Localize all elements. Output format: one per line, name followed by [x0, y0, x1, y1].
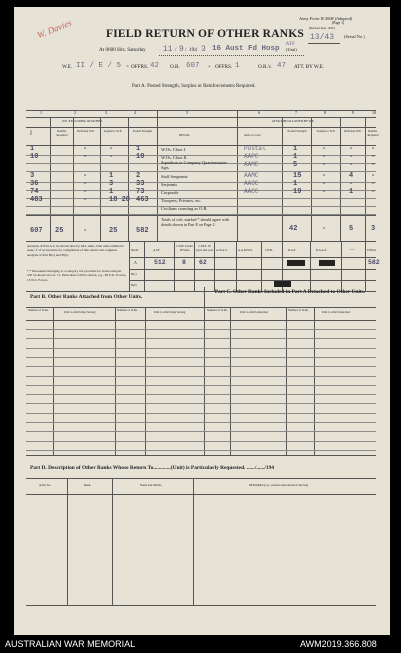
col-header-8: Surplus to W.E.	[316, 129, 336, 133]
total-c9: 5	[349, 225, 354, 233]
analysis-header-aamws: A.A.M.W.S.	[238, 248, 253, 252]
part-bc-top-rule	[26, 307, 376, 308]
row-c2: -	[83, 153, 88, 161]
col-rule-1	[50, 117, 51, 241]
part-d-bottom-rule	[26, 605, 376, 606]
we-excluding-header: W.E. EXCLUDING ATTACHED	[62, 119, 103, 123]
or-value-2: 47	[277, 62, 287, 70]
total-c4: 582	[136, 227, 149, 235]
date-year-prefix: 194	[189, 47, 197, 53]
analysis-a-cmf-under: 8	[182, 259, 186, 266]
col-number-10: 10	[372, 110, 376, 115]
total-c7: 42	[289, 225, 298, 233]
row-detail: W.Os. Class I.	[161, 147, 187, 152]
row-c8: -	[322, 188, 327, 196]
col-rule-3	[100, 117, 101, 241]
analysis-rule-raaf	[310, 241, 311, 291]
analysis-header-raf: R.A.F.	[288, 248, 296, 252]
date-year: 3	[201, 45, 206, 54]
col-header-10: Reinfts. Required	[367, 129, 379, 137]
serial-number: 13/43	[310, 33, 335, 42]
row-c3: 3	[109, 180, 114, 188]
row-c2: -	[83, 188, 88, 196]
analysis-rule-detail	[129, 241, 130, 291]
we-group-rule	[50, 127, 158, 128]
analysis-a-cmf-over: 62	[199, 259, 207, 266]
col-header-5: DETAIL	[179, 133, 190, 137]
row-c9: 4	[349, 172, 354, 180]
row-detail: W.Os. Class II.	[161, 155, 188, 160]
we-side-label: W.E.	[29, 129, 33, 135]
part-b-col4-header: Unit to which they belong	[154, 310, 186, 314]
row-c8: -	[322, 180, 327, 188]
or-label-2: O.R.'s	[258, 64, 271, 70]
row-c9: 1	[349, 188, 354, 196]
archive-footer	[0, 636, 401, 653]
col-number-7: 7	[295, 110, 297, 115]
row-c4: 463	[136, 196, 149, 204]
col-rule-8	[311, 117, 312, 241]
row-c8: -	[322, 161, 327, 169]
row-arm: Postal	[244, 145, 266, 152]
part-d-top-rule	[26, 478, 376, 479]
part-b-title: Part B. Other Ranks Attached from Other Units.	[30, 294, 143, 300]
row-c10: -	[371, 153, 376, 161]
total-c8: -	[322, 225, 327, 233]
row-we: 483	[30, 196, 43, 204]
form-sheet: Army Form W.3008 (Adapted) (Page 1) (Revised June, 1943.) 13/43 (Serial No.) FIELD RETURN OF OTHER RANKS W. Davies At 0600 Hrs. Saturday 11 / 9 / 194 3 16 Aust Fd Hosp AIF (Unit) W.E. II / E / 5 = OFFRS. 42 O.R. 607 + OFFRS. 1 O.R.'s 47 ATT. BY W.E. Part A. Posted Strength, Surplus or Reinforcements Required. 1 2 3 4 5 6 7 8 9 10 W.E. EXCLUDING ATTACHED ATTACHED ALLOWED BY W.E. W.E. Reinfts. Required Deficient W.E. Surplus to W.E. Posted Strength DETAIL Arm or Corps Posted Strength Surplus to W.E. Deficient W.E. Reinfts. Required 1 - - 1 W.Os. Class I. Postal 1 - - - 10 - - 10 W.Os. Class II. AAPC 1 - - - Squadron or Company Quartermaster Sgts. AAMC 5 - - - 3 - 1 2 Staff Sergeants AAMC 15 - 4 - 36 - 3 33 Serjeants AAOC 1 - - - 74 - 1 73 Corporals AACC 19 - 1 - 483 - 18 20 463 Troopers, Privates, etc. Civilians counting as O.R. 607 25 - 25 582 Totals of cols. marked * should agree with details shown in Part E on Page 2 42 - 5 3 Analysis of Part A to be shown here by ALL units. Unit units entitled to issue, T of as structure for compilation of this return will complete analysis of Part B(1) and B(2). * * Personnel belonging to a category not provided for in the analysis will be shown in Col. 11. Particulars will be shown, e.g., 28 U.K. Forces, 13 N.Z. Forces. Detail A.I.F. C.M.F. Under 18 Years C.M.F. 18 years and over A.W.A.S. A.A.M.W.S. CIVIL R.A.F. R.A.A.F. * * TOTAL A 512 8 62 582 B(1) B(2) Part B. Other Ranks Attached from Other Units. Part C. Other Ranks Included in Part A Detached to Other Units. Number of O.Rs. Unit to which they belong Number of O.Rs. Unit to which they belong Number of O.Rs. Unit to which detached Number of O.Rs. Unit to which detached Part D. Description of Other Ranks Whose Return To.............(Unit) is Particularly Requested. ....../....../194 Army No. Rank. Name and Initials. REMARKS (e.g., present whereabouts if known).	[14, 7, 390, 635]
aif-stamp: AIF	[286, 41, 296, 47]
row-c4: 10	[136, 153, 145, 161]
form-reference-revision: (Revised June, 1943.)	[309, 26, 336, 30]
col-number-1: 1	[40, 110, 42, 115]
analysis-detail-label: Detail	[131, 248, 139, 252]
row-c7: 15	[293, 172, 302, 180]
part-d-rule-1	[67, 478, 68, 605]
analysis-a-total: 582	[368, 259, 380, 266]
analysis-note-2: * * Personnel belonging to a category not provided for in the analysis will be shown in Col. 11. Particulars will be shown, e.g., 28 U.K. Forces, 13 N.Z. Forces.	[27, 269, 127, 282]
part-bc-header-rule	[26, 320, 376, 321]
col-number-6: 6	[258, 110, 260, 115]
analysis-note: Analysis of Part A to be shown here by ALL units. Unit units entitled to issue, T of as structure for compilation of this return will complete analysis of Part B(1) and B(2).	[27, 244, 125, 257]
col-number-2: 2	[74, 110, 76, 115]
row-c7: 19	[293, 188, 302, 196]
row-c8: -	[322, 172, 327, 180]
row-c10: -	[371, 180, 376, 188]
attached-allowed-header: ATTACHED ALLOWED BY W.E.	[272, 119, 315, 123]
analysis-header-aif: A.I.F.	[153, 248, 160, 252]
row-c9: -	[349, 145, 354, 153]
row-c2: -	[83, 196, 88, 204]
analysis-header-total: TOTAL	[367, 248, 377, 252]
part-d-col3-header: Name and Initials.	[140, 483, 163, 487]
offrs-value-2: 1	[235, 62, 240, 70]
row-we: 36	[30, 180, 39, 188]
date-month: 9	[179, 45, 184, 54]
col-number-8: 8	[324, 110, 326, 115]
redaction-block	[287, 260, 305, 266]
serial-underline	[308, 43, 340, 44]
row-c10: -	[371, 188, 376, 196]
redaction-block	[319, 260, 335, 266]
ruled-line	[26, 394, 376, 395]
analysis-rule-awas	[214, 241, 215, 291]
date-day: 11	[163, 45, 173, 54]
row-arm: AACC	[244, 188, 259, 195]
row-c7: 1	[293, 145, 298, 153]
analysis-row-a-rule	[129, 269, 376, 270]
analysis-row-a-label: A	[134, 260, 137, 265]
total-c10: 3	[371, 225, 376, 233]
ruled-line	[26, 366, 376, 367]
part-c-col3-header: Number of O.Rs.	[288, 308, 309, 312]
col-rule-7	[282, 117, 283, 241]
col-number-9: 9	[352, 110, 354, 115]
analysis-rule-aamws	[236, 241, 237, 291]
row-arm: AAOC	[244, 180, 259, 187]
row-c10: -	[371, 145, 376, 153]
part-d-col1-header: Army No.	[39, 483, 52, 487]
col-rule-10	[365, 117, 366, 241]
part-d-rule-2	[112, 478, 113, 605]
redaction-block	[274, 281, 291, 287]
row-c10: -	[371, 161, 376, 169]
col-header-1: Reinfts. Required	[56, 129, 68, 137]
analysis-rule-star	[341, 241, 342, 291]
ruled-line	[26, 376, 376, 377]
totals-bottom-rule	[26, 241, 376, 242]
row-c3: 1	[109, 172, 114, 180]
part-bc-bottom-rule	[26, 455, 376, 456]
analysis-rule-civil	[261, 241, 262, 291]
part-bc-divider	[204, 287, 205, 455]
or-label-1: O.R.	[170, 64, 180, 70]
analysis-row-b2-label: B(2)	[131, 283, 137, 287]
analysis-rule-total	[365, 241, 366, 291]
row-c8: -	[322, 145, 327, 153]
part-c-col4-header: Unit to which detached	[322, 310, 350, 314]
unit-name: 16 Aust Fd Hosp	[212, 45, 280, 53]
ruled-line	[26, 338, 376, 339]
col-header-2: Deficient W.E.	[77, 129, 95, 133]
row-c7: 5	[293, 161, 298, 169]
ruled-line	[26, 431, 376, 432]
row-we: 74	[30, 188, 39, 196]
row-c7: 1	[293, 153, 298, 161]
total-c3: 25	[109, 227, 118, 235]
att-label: ATT. BY W.E.	[294, 64, 325, 70]
row-we: 1	[30, 145, 35, 153]
part-d-col2-header: Rank.	[84, 483, 92, 487]
col-rule-9	[340, 117, 341, 241]
row-detail: Serjeants	[161, 182, 178, 187]
total-c2: -	[83, 227, 88, 235]
unit-label: (Unit)	[286, 47, 297, 52]
totals-detail: Totals of cols. marked * should agree with details shown in Part E on Page 2	[161, 217, 229, 227]
part-b-col2-header: Unit to which they belong	[64, 310, 96, 314]
part-a-title: Part A. Posted Strength, Surplus or Reinforcements Required.	[132, 84, 256, 89]
row-c2: -	[83, 145, 88, 153]
ruled-line	[26, 357, 376, 358]
we-label: W.E.	[62, 64, 73, 70]
col-rule-6	[237, 110, 238, 241]
col-rule-5	[157, 110, 158, 241]
ruled-line	[26, 385, 376, 386]
row-detail: Civilians counting as O.R.	[161, 206, 208, 211]
col-number-3: 3	[105, 110, 107, 115]
offrs-label-1: OFFRS.	[131, 64, 149, 70]
part-c-title: Part C. Other Ranks Included in Part A Detached to Other Units.	[214, 289, 366, 295]
row-c10: -	[371, 172, 376, 180]
ruled-line	[26, 422, 376, 423]
analysis-a-aif: 512	[154, 259, 166, 266]
row-detail: Troopers, Privates, etc.	[161, 198, 202, 203]
analysis-header-awas: A.W.A.S.	[216, 248, 228, 252]
row-we: 10	[30, 153, 39, 161]
form-title: FIELD RETURN OF OTHER RANKS	[106, 28, 304, 40]
analysis-row-b1-label: B(1)	[131, 272, 137, 276]
row-arm: AAPC	[244, 153, 259, 160]
col-header-6: Arm or Corps	[244, 133, 261, 137]
analysis-header-civil: CIVIL	[265, 248, 273, 252]
analysis-header-raaf: R.A.A.F.	[316, 248, 327, 252]
row-c2: -	[83, 180, 88, 188]
form-reference: Army Form W.3008 (Adapted)	[299, 16, 353, 21]
analysis-header-cmf-under: C.M.F. Under 18 Years	[176, 244, 193, 252]
analysis-header-other: * *	[350, 248, 354, 252]
part-c-col1-header: Number of O.Rs.	[207, 308, 228, 312]
totals-top-rule	[26, 215, 376, 216]
part-d-rule-3	[193, 478, 194, 605]
row-c9: -	[349, 180, 354, 188]
part-d-col4-header: REMARKS (e.g., present whereabouts if known).	[249, 483, 309, 487]
row-we: 3	[30, 172, 35, 180]
row-detail: Squadron or Company Quartermaster Sgts.	[161, 160, 227, 170]
total-we: 607	[30, 227, 43, 235]
analysis-rule-aif	[144, 241, 145, 291]
row-c4: 2	[136, 172, 141, 180]
ruled-line	[26, 348, 376, 349]
offrs-label-2: OFFRS.	[215, 64, 233, 70]
row-c9: -	[349, 153, 354, 161]
part-c-col2-header: Unit to which detached	[240, 310, 268, 314]
col-number-5: 5	[186, 110, 188, 115]
ruled-line	[26, 441, 376, 442]
part-a-numbers-rule	[26, 117, 376, 118]
analysis-header-cmf-over: C.M.F. 18 years and over	[195, 244, 214, 252]
row-c2: -	[83, 172, 88, 180]
archive-name: AUSTRALIAN WAR MEMORIAL	[5, 639, 136, 649]
row-c3: -	[109, 145, 114, 153]
col-header-4: Posted Strength	[133, 129, 152, 133]
serial-label: (Serial No.)	[344, 34, 365, 39]
or-value-1: 607	[186, 62, 200, 70]
offrs-value-1: 42	[150, 62, 160, 70]
row-c9: -	[349, 161, 354, 169]
row-arm: AAMC	[244, 172, 259, 179]
time-label: At 0600 Hrs. Saturday	[99, 47, 146, 53]
row-c4: 73	[136, 188, 145, 196]
we-value: II / E / 5	[76, 62, 122, 70]
ruled-line	[26, 403, 376, 404]
archive-accession-number: AWM2019.366.808	[300, 639, 377, 649]
row-detail: Staff Sergeants	[161, 174, 188, 179]
row-c3: 1	[109, 188, 114, 196]
analysis-header-rule	[129, 257, 376, 258]
row-c8: -	[322, 153, 327, 161]
total-c1: 25	[55, 227, 64, 235]
row-c7: 1	[293, 180, 298, 188]
form-reference-page: (Page 1)	[332, 21, 345, 25]
date-unit-underline	[159, 55, 304, 56]
part-b-col1-header: Number of O.Rs.	[28, 308, 49, 312]
ruled-line	[26, 329, 376, 330]
ruled-line	[26, 450, 376, 451]
row-c3: -	[109, 153, 114, 161]
row-c4: 33	[136, 180, 145, 188]
row-arm: AAMC	[244, 161, 259, 168]
part-d-header-rule	[26, 494, 376, 495]
row-c3: 18 20	[109, 196, 131, 204]
analysis-row-b1-rule	[129, 280, 376, 281]
part-b-col3-header: Number of O.Rs.	[117, 308, 138, 312]
ruled-line	[26, 413, 376, 414]
row-detail: Corporals	[161, 190, 179, 195]
col-rule-2	[73, 117, 74, 241]
col-header-7: Posted Strength	[287, 129, 307, 133]
col-header-3: Surplus to W.E.	[103, 129, 123, 133]
col-rule-4	[128, 117, 129, 241]
col-number-4: 4	[134, 110, 136, 115]
col-header-9: Deficient W.E.	[344, 129, 362, 133]
row-c4: 1	[136, 145, 141, 153]
signature: W. Davies	[35, 17, 73, 41]
part-d-title: Part D. Description of Other Ranks Whose Return To.............(Unit) is Particularly Requested. ....../....../194	[30, 465, 275, 471]
